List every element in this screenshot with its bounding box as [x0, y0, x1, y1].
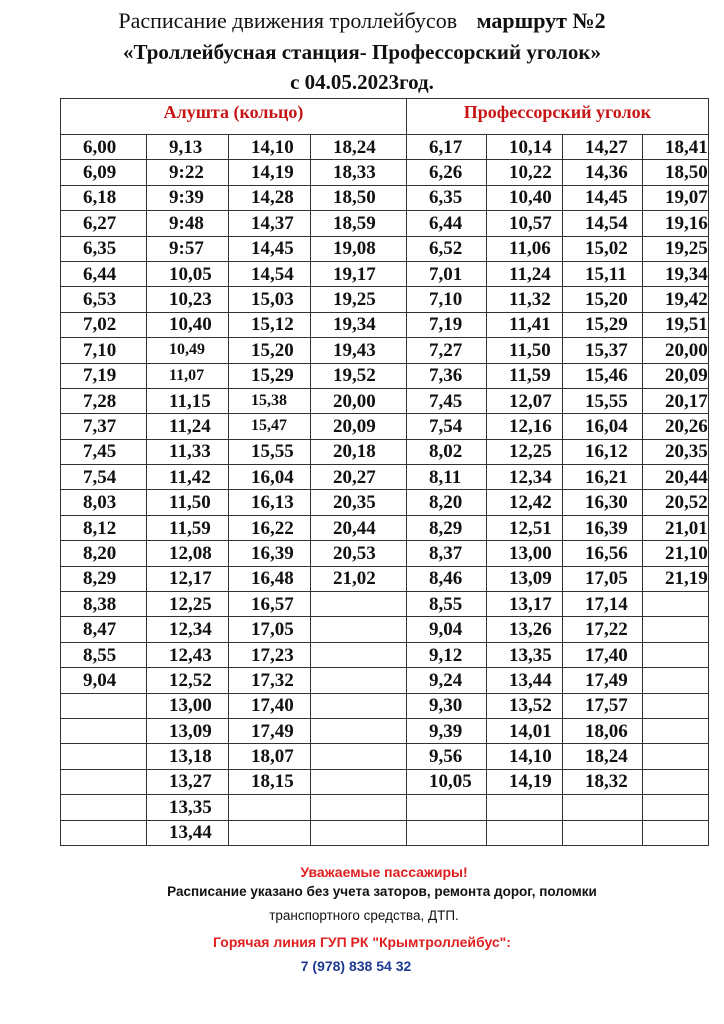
table-row: [61, 236, 709, 261]
time-cell: [229, 795, 311, 820]
time-cell: 9,56: [407, 744, 487, 769]
time-cell: [563, 820, 643, 845]
time-cell: 13,09: [487, 566, 563, 591]
time-cell: 11,42: [147, 465, 229, 490]
time-cell: 16,48: [229, 566, 311, 591]
time-cell: 19,51: [643, 312, 709, 337]
schedule-title: [0, 8, 724, 34]
table-row: [61, 642, 709, 667]
time-cell: 18,06: [563, 718, 643, 743]
time-cell: [311, 592, 407, 617]
time-cell: 7,19: [407, 312, 487, 337]
time-cell: 11,59: [487, 363, 563, 388]
time-cell: 21,02: [311, 566, 407, 591]
time-cell: 12,34: [487, 465, 563, 490]
time-cell: 13,35: [487, 642, 563, 667]
time-cell: 13,52: [487, 693, 563, 718]
time-cell: 9:22: [147, 160, 229, 185]
time-cell: 19,17: [311, 261, 407, 286]
time-cell: 12,43: [147, 642, 229, 667]
time-cell: [643, 820, 709, 845]
time-cell: 17,49: [229, 718, 311, 743]
time-cell: 18,24: [311, 135, 407, 160]
time-cell: 6,35: [407, 185, 487, 210]
time-cell: 6,17: [407, 135, 487, 160]
time-cell: 8,12: [61, 515, 147, 540]
time-cell: 10,22: [487, 160, 563, 185]
time-cell: [311, 718, 407, 743]
time-cell: 17,23: [229, 642, 311, 667]
time-cell: 15,55: [229, 439, 311, 464]
time-cell: 15,11: [563, 261, 643, 286]
time-cell: 6,18: [61, 185, 147, 210]
time-cell: [61, 795, 147, 820]
time-cell: 15,29: [563, 312, 643, 337]
time-cell: 13,00: [487, 541, 563, 566]
time-cell: 20,44: [311, 515, 407, 540]
time-cell: 7,01: [407, 261, 487, 286]
time-cell: 6,35: [61, 236, 147, 261]
column-header-alushta: Алушта (кольцо): [61, 99, 407, 135]
time-cell: 20,09: [311, 414, 407, 439]
time-cell: [643, 617, 709, 642]
time-cell: 6,44: [407, 211, 487, 236]
time-cell: 10,14: [487, 135, 563, 160]
time-cell: [61, 820, 147, 845]
time-cell: 7,54: [61, 465, 147, 490]
time-cell: 15,20: [563, 287, 643, 312]
time-cell: [643, 795, 709, 820]
time-cell: 8,03: [61, 490, 147, 515]
time-cell: [407, 795, 487, 820]
time-cell: 18,50: [643, 160, 709, 185]
time-cell: 19,16: [643, 211, 709, 236]
time-cell: 6,09: [61, 160, 147, 185]
time-cell: 16,22: [229, 515, 311, 540]
table-header-row: [61, 99, 709, 135]
table-row: [61, 490, 709, 515]
time-cell: 19,08: [311, 236, 407, 261]
time-cell: 11,50: [147, 490, 229, 515]
time-cell: 15,12: [229, 312, 311, 337]
time-cell: 8,46: [407, 566, 487, 591]
time-cell: 18,24: [563, 744, 643, 769]
time-cell: 18,07: [229, 744, 311, 769]
time-cell: 20,44: [643, 465, 709, 490]
time-cell: 12,51: [487, 515, 563, 540]
time-cell: 8,02: [407, 439, 487, 464]
time-cell: [311, 668, 407, 693]
time-cell: 20,52: [643, 490, 709, 515]
time-cell: 8,20: [407, 490, 487, 515]
time-cell: 11,15: [147, 388, 229, 413]
time-cell: 14,19: [229, 160, 311, 185]
time-cell: 20,09: [643, 363, 709, 388]
time-cell: 14,36: [563, 160, 643, 185]
time-cell: 8,29: [407, 515, 487, 540]
time-cell: 11,07: [147, 363, 229, 388]
time-cell: 18,59: [311, 211, 407, 236]
time-cell: [311, 769, 407, 794]
time-cell: 6,53: [61, 287, 147, 312]
time-cell: 6,00: [61, 135, 147, 160]
time-cell: 8,55: [61, 642, 147, 667]
table-row: [61, 388, 709, 413]
table-row: [61, 261, 709, 286]
time-cell: 19,25: [311, 287, 407, 312]
time-cell: 9,04: [61, 668, 147, 693]
time-cell: 13,35: [147, 795, 229, 820]
time-cell: 6,52: [407, 236, 487, 261]
time-cell: 9,39: [407, 718, 487, 743]
time-cell: 9:57: [147, 236, 229, 261]
table-row: [61, 769, 709, 794]
effective-date: с 04.05.2023год.: [290, 70, 434, 94]
time-cell: 12,52: [147, 668, 229, 693]
schedule-note-line1: Расписание указано без учета заторов, ремонта дорог, поломки: [167, 884, 597, 899]
table-row: [61, 693, 709, 718]
time-cell: 8,47: [61, 617, 147, 642]
time-cell: 21,01: [643, 515, 709, 540]
time-cell: 20,26: [643, 414, 709, 439]
time-cell: 16,56: [563, 541, 643, 566]
time-cell: 20,00: [643, 338, 709, 363]
time-cell: 15,03: [229, 287, 311, 312]
schedule-note-line2: транспортного средства, ДТП.: [269, 908, 459, 923]
table-row: [61, 185, 709, 210]
time-cell: 13,18: [147, 744, 229, 769]
time-cell: 13,44: [147, 820, 229, 845]
table-row: [61, 515, 709, 540]
time-cell: [61, 693, 147, 718]
time-cell: 6,27: [61, 211, 147, 236]
table-row: [61, 592, 709, 617]
time-cell: 16,39: [229, 541, 311, 566]
table-row: [61, 211, 709, 236]
time-cell: 15,37: [563, 338, 643, 363]
time-cell: 16,57: [229, 592, 311, 617]
time-cell: 15,20: [229, 338, 311, 363]
time-cell: 10,05: [147, 261, 229, 286]
hotline-phone: 7 (978) 838 54 32: [300, 958, 412, 974]
time-cell: [407, 820, 487, 845]
time-cell: [311, 693, 407, 718]
time-cell: 7,27: [407, 338, 487, 363]
time-cell: 12,42: [487, 490, 563, 515]
time-cell: 20,17: [643, 388, 709, 413]
time-cell: 15,38: [229, 388, 311, 413]
time-cell: 9,30: [407, 693, 487, 718]
table-row: [61, 541, 709, 566]
time-cell: 13,44: [487, 668, 563, 693]
time-cell: 15,46: [563, 363, 643, 388]
time-cell: [61, 744, 147, 769]
time-cell: 20,35: [311, 490, 407, 515]
time-cell: [311, 795, 407, 820]
time-cell: [563, 795, 643, 820]
time-cell: 19,25: [643, 236, 709, 261]
table-row: [61, 414, 709, 439]
time-cell: [487, 795, 563, 820]
table-row: [61, 820, 709, 845]
time-cell: 16,13: [229, 490, 311, 515]
time-cell: 8,55: [407, 592, 487, 617]
time-cell: 10,40: [487, 185, 563, 210]
time-cell: 14,19: [487, 769, 563, 794]
time-cell: 14,10: [229, 135, 311, 160]
time-cell: [61, 718, 147, 743]
time-cell: 9,04: [407, 617, 487, 642]
time-cell: 11,59: [147, 515, 229, 540]
time-cell: [643, 642, 709, 667]
time-cell: 11,41: [487, 312, 563, 337]
time-cell: 14,54: [563, 211, 643, 236]
time-cell: [311, 744, 407, 769]
time-cell: [643, 668, 709, 693]
time-cell: 11,24: [487, 261, 563, 286]
time-cell: 17,40: [229, 693, 311, 718]
time-cell: 11,32: [487, 287, 563, 312]
time-cell: [643, 744, 709, 769]
route-subtitle: «Троллейбусная станция- Профессорский уголок»: [123, 40, 601, 64]
time-cell: 18,41: [643, 135, 709, 160]
time-cell: 13,17: [487, 592, 563, 617]
time-cell: [643, 769, 709, 794]
time-cell: 8,20: [61, 541, 147, 566]
time-cell: 9:39: [147, 185, 229, 210]
time-cell: [643, 693, 709, 718]
time-cell: 7,19: [61, 363, 147, 388]
time-cell: 10,40: [147, 312, 229, 337]
table-row: [61, 338, 709, 363]
schedule-table: [60, 98, 709, 846]
time-cell: 19,42: [643, 287, 709, 312]
time-cell: 13,26: [487, 617, 563, 642]
table-row: [61, 617, 709, 642]
time-cell: 14,10: [487, 744, 563, 769]
time-cell: 21,19: [643, 566, 709, 591]
time-cell: 10,57: [487, 211, 563, 236]
time-cell: 12,07: [487, 388, 563, 413]
time-cell: 8,11: [407, 465, 487, 490]
time-cell: 9:48: [147, 211, 229, 236]
time-cell: 17,05: [563, 566, 643, 591]
time-cell: 12,25: [147, 592, 229, 617]
table-row: [61, 135, 709, 160]
time-cell: 15,47: [229, 414, 311, 439]
time-cell: 14,01: [487, 718, 563, 743]
time-cell: 19,43: [311, 338, 407, 363]
table-row: [61, 287, 709, 312]
table-row: [61, 160, 709, 185]
time-cell: 18,32: [563, 769, 643, 794]
table-row: [61, 439, 709, 464]
table-row: [61, 744, 709, 769]
time-cell: [643, 718, 709, 743]
time-cell: 12,08: [147, 541, 229, 566]
time-cell: 17,57: [563, 693, 643, 718]
time-cell: 13,09: [147, 718, 229, 743]
time-cell: 16,21: [563, 465, 643, 490]
time-cell: 20,18: [311, 439, 407, 464]
time-cell: 6,44: [61, 261, 147, 286]
time-cell: 7,02: [61, 312, 147, 337]
time-cell: 17,32: [229, 668, 311, 693]
time-cell: 7,28: [61, 388, 147, 413]
time-cell: 17,05: [229, 617, 311, 642]
route-number: маршрут №2: [476, 8, 606, 33]
time-cell: [311, 642, 407, 667]
time-cell: 14,37: [229, 211, 311, 236]
time-cell: [229, 820, 311, 845]
time-cell: 15,55: [563, 388, 643, 413]
time-cell: 12,17: [147, 566, 229, 591]
time-cell: 15,02: [563, 236, 643, 261]
time-cell: 10,05: [407, 769, 487, 794]
time-cell: 9,13: [147, 135, 229, 160]
time-cell: 11,24: [147, 414, 229, 439]
time-cell: 14,28: [229, 185, 311, 210]
time-cell: 7,36: [407, 363, 487, 388]
title-text: Расписание движения троллейбусов: [118, 8, 458, 33]
time-cell: 7,45: [61, 439, 147, 464]
time-cell: 7,54: [407, 414, 487, 439]
time-cell: 17,22: [563, 617, 643, 642]
time-cell: 20,00: [311, 388, 407, 413]
time-cell: 8,37: [407, 541, 487, 566]
time-cell: 10,49: [147, 338, 229, 363]
time-cell: 9,24: [407, 668, 487, 693]
time-cell: 12,34: [147, 617, 229, 642]
table-row: [61, 718, 709, 743]
time-cell: [311, 820, 407, 845]
time-cell: 19,34: [311, 312, 407, 337]
time-cell: 16,04: [563, 414, 643, 439]
time-cell: 7,10: [61, 338, 147, 363]
time-cell: 14,45: [229, 236, 311, 261]
table-row: [61, 363, 709, 388]
time-cell: 16,39: [563, 515, 643, 540]
time-cell: 18,33: [311, 160, 407, 185]
time-cell: 11,33: [147, 439, 229, 464]
passengers-greeting: Уважаемые пассажиры!: [300, 864, 468, 880]
time-cell: 14,54: [229, 261, 311, 286]
time-cell: 16,04: [229, 465, 311, 490]
time-cell: 15,29: [229, 363, 311, 388]
time-cell: 6,26: [407, 160, 487, 185]
time-cell: 20,53: [311, 541, 407, 566]
time-cell: [311, 617, 407, 642]
time-cell: 19,52: [311, 363, 407, 388]
table-row: [61, 312, 709, 337]
time-cell: 13,00: [147, 693, 229, 718]
time-cell: 14,27: [563, 135, 643, 160]
time-cell: 14,45: [563, 185, 643, 210]
time-cell: 21,10: [643, 541, 709, 566]
column-header-professorsky: Профессорский уголок: [407, 99, 709, 135]
time-cell: 10,23: [147, 287, 229, 312]
time-cell: 7,45: [407, 388, 487, 413]
time-cell: 19,07: [643, 185, 709, 210]
table-row: [61, 566, 709, 591]
time-cell: 16,30: [563, 490, 643, 515]
time-cell: [61, 769, 147, 794]
time-cell: 11,06: [487, 236, 563, 261]
time-cell: 9,12: [407, 642, 487, 667]
time-cell: 11,50: [487, 338, 563, 363]
time-cell: 8,38: [61, 592, 147, 617]
hotline-label: Горячая линия ГУП РК "Крымтроллейбус":: [213, 934, 511, 950]
time-cell: 7,10: [407, 287, 487, 312]
time-cell: 17,40: [563, 642, 643, 667]
time-cell: 17,14: [563, 592, 643, 617]
time-cell: 20,35: [643, 439, 709, 464]
time-cell: 13,27: [147, 769, 229, 794]
time-cell: 20,27: [311, 465, 407, 490]
time-cell: 16,12: [563, 439, 643, 464]
time-cell: [643, 592, 709, 617]
time-cell: 12,16: [487, 414, 563, 439]
table-row: [61, 465, 709, 490]
time-cell: 18,50: [311, 185, 407, 210]
time-cell: 7,37: [61, 414, 147, 439]
time-cell: 19,34: [643, 261, 709, 286]
time-cell: [487, 820, 563, 845]
table-row: [61, 795, 709, 820]
time-cell: 12,25: [487, 439, 563, 464]
time-cell: 17,49: [563, 668, 643, 693]
time-cell: 8,29: [61, 566, 147, 591]
time-cell: 18,15: [229, 769, 311, 794]
table-row: [61, 668, 709, 693]
